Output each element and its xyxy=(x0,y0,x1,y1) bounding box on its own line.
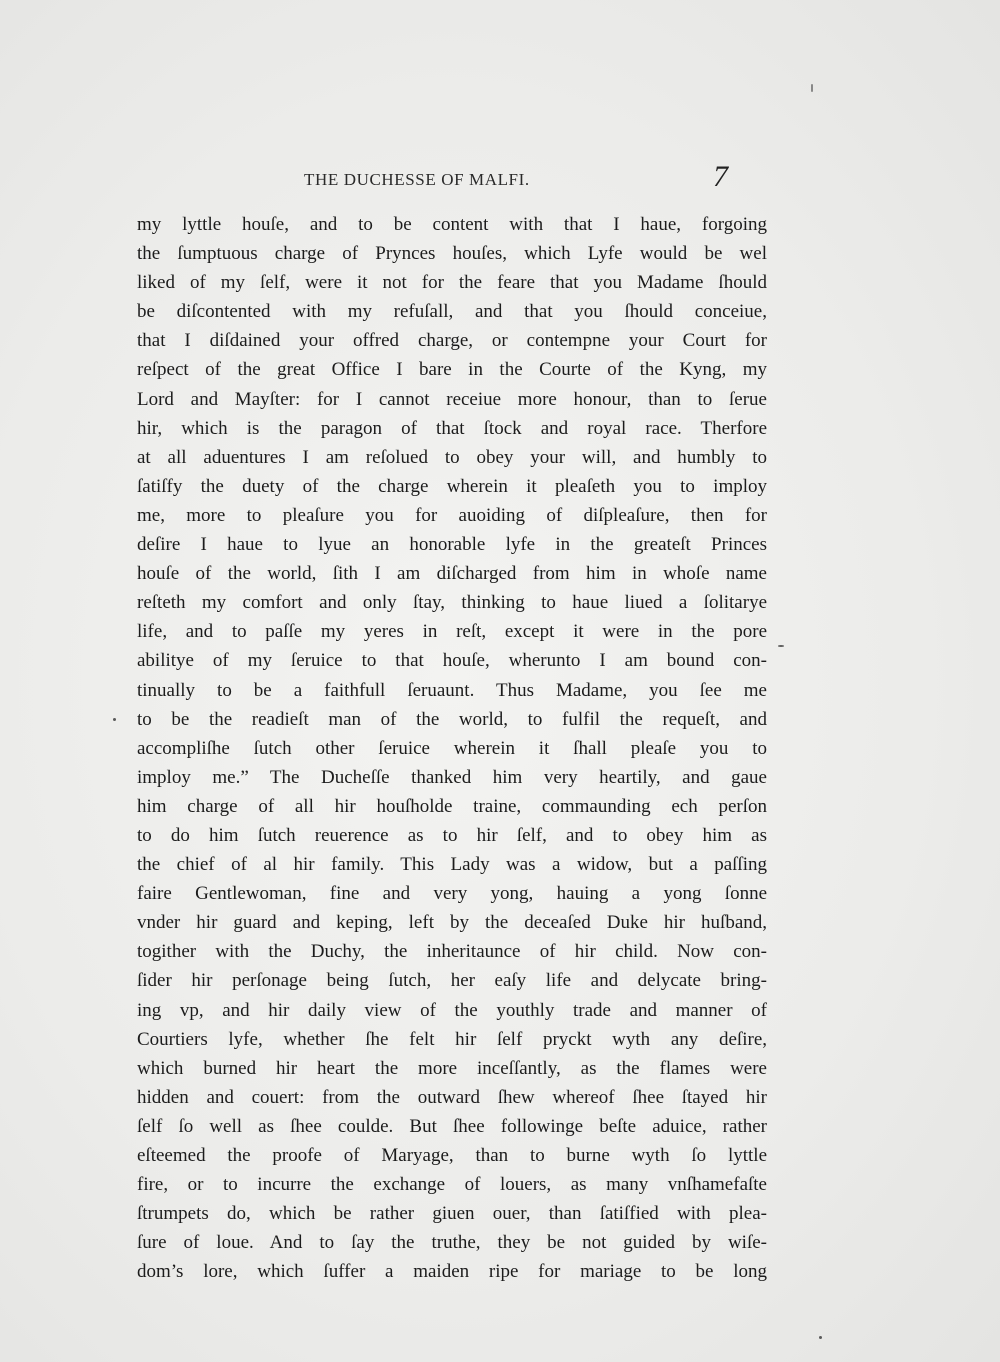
text-line: to be the readieſt man of the world, to fulfil the requeſt, and xyxy=(137,708,767,730)
text-line: hidden and couert: from the outward ſhew whereof ſhee ſtayed hir xyxy=(137,1086,767,1108)
text-line: dom’s lore, which ſuffer a maiden ripe for mariage to be long xyxy=(137,1261,767,1283)
text-line: the chief of al hir family. This Lady was a widow, but a paſſing xyxy=(137,854,767,876)
text-line: vnder hir guard and keping, left by the deceaſed Duke hir huſband, xyxy=(137,912,767,934)
text-line: togither with the Duchy, the inheritaunce of hir child. Now con- xyxy=(137,941,767,963)
text-line: ſider hir perſonage being ſutch, her eaſy life and delycate bring- xyxy=(137,970,767,992)
text-line: that I diſdained your offred charge, or contempne your Court for xyxy=(137,330,767,352)
text-line: houſe of the world, ſith I am diſcharged from him in whoſe name xyxy=(137,563,767,585)
text-line: accompliſhe ſutch other ſeruice wherein it ſhall pleaſe you to xyxy=(137,737,767,759)
paper-speck xyxy=(811,84,813,92)
text-line: tinually to be a faithfull ſeruaunt. Thus Madame, you ſee me xyxy=(137,679,767,701)
text-line: reſpect of the great Office I bare in the Courte of the Kyng, my xyxy=(137,359,767,381)
text-line: life, and to paſſe my yeres in reſt, except it were in the pore xyxy=(137,621,767,643)
text-line: reſteth my comfort and only ſtay, thinking to haue liued a ſolitarye xyxy=(137,592,767,614)
text-line: faire Gentlewoman, fine and very yong, hauing a yong ſonne xyxy=(137,883,767,905)
text-line: to do him ſutch reuerence as to hir ſelf, and to obey him as xyxy=(137,824,767,846)
text-line: me, more to pleaſure you for auoiding of diſpleaſure, then for xyxy=(137,504,767,526)
text-line: hir, which is the paragon of that ſtock and royal race. Therfore xyxy=(137,417,767,439)
text-line: ſelf ſo well as ſhee coulde. But ſhee followinge beſte aduice, rather xyxy=(137,1115,767,1137)
text-line: ſatiſfy the duety of the charge wherein it pleaſeth you to imploy xyxy=(137,475,767,497)
text-line: the ſumptuous charge of Prynces houſes, which Lyfe would be wel xyxy=(137,243,767,265)
text-line: ing vp, and hir daily view of the youthly trade and manner of xyxy=(137,999,767,1021)
text-line: eſteemed the proofe of Maryage, than to burne wyth ſo lyttle xyxy=(137,1145,767,1166)
text-line: Lord and Mayſter: for I cannot receiue more honour, than to ſerue xyxy=(137,388,767,410)
text-line: at all aduentures I am reſolued to obey your will, and humbly to xyxy=(137,446,767,468)
text-line: imploy me.” The Ducheſſe thanked him very heartily, and gaue xyxy=(137,766,767,788)
text-line: which burned hir heart the more inceſſantly, as the flames were xyxy=(137,1057,767,1079)
page-number: 7 xyxy=(713,160,728,193)
paper-speck xyxy=(113,718,116,721)
text-line: ſtrumpets do, which be rather giuen ouer, than ſatiſfied with plea- xyxy=(137,1203,767,1225)
paper-speck xyxy=(819,1336,822,1339)
text-line: him charge of all hir houſholde traine, commaunding ech perſon xyxy=(137,795,767,817)
text-line: my lyttle houſe, and to be content with that I haue, forgoing xyxy=(137,214,767,235)
paper-speck xyxy=(778,645,784,647)
text-line: fire, or to incurre the exchange of louers, as many vnſhamefaſte xyxy=(137,1174,767,1196)
text-line: liked of my ſelf, were it not for the feare that you Madame ſhould xyxy=(137,272,767,294)
text-line: deſire I haue to lyue an honorable lyfe in the greateſt Princes xyxy=(137,534,767,556)
text-line: be diſcontented with my refuſall, and that you ſhould conceiue, xyxy=(137,301,767,323)
text-line: abilitye of my ſeruice to that houſe, wherunto I am bound con- xyxy=(137,650,767,672)
text-line: Courtiers lyfe, whether ſhe felt hir ſelf pryckt wyth any deſire, xyxy=(137,1028,767,1050)
running-head: THE DUCHESSE OF MALFI. xyxy=(304,170,530,189)
body-text xyxy=(137,210,767,1286)
text-line: ſure of loue. And to ſay the truthe, they be not guided by wiſe- xyxy=(137,1232,767,1254)
